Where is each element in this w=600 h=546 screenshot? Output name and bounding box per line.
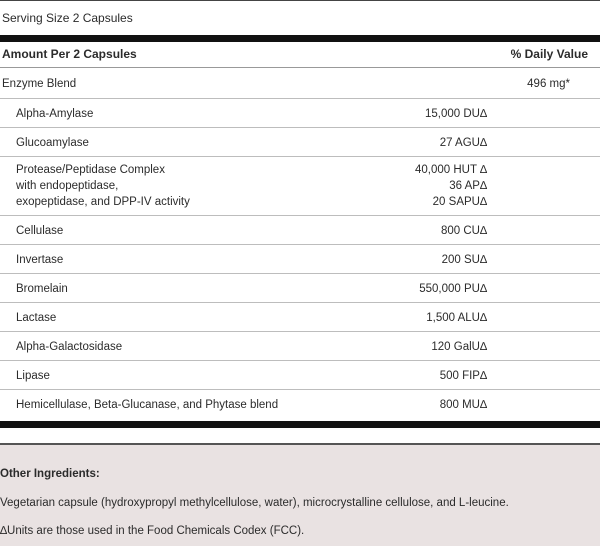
table-row [0,128,600,157]
ingredient-name: Alpha-Amylase [16,108,94,120]
ingredient-amount: 15,000 DU∆ [424,108,487,120]
ingredient-name: Hemicellulase, Beta-Glucanase, and Phytase blend [16,399,279,411]
ingredient-name [16,162,190,210]
ingredient-amount: 27 AGU∆ [439,137,487,149]
table-row [0,332,600,361]
ingredient-amount: 120 GalU∆ [431,341,487,353]
ingredient-amount-line: 36 AP∆ [449,180,487,192]
ingredient-amount: 550,000 PU∆ [419,283,487,295]
ingredient-name: Bromelain [16,283,68,295]
table-row [0,245,600,274]
table-row [0,303,600,332]
ingredient-amount [415,162,487,210]
other-ingredients-section [0,445,600,546]
table-row [0,157,600,216]
ingredient-amount: 800 CU∆ [440,225,487,237]
ingredient-name-line: exopeptidase, and DPP-IV activity [16,196,190,208]
ingredient-name: Invertase [16,254,64,266]
other-ingredients-text: Vegetarian capsule (hydroxypropyl methylcellulose, water), microcrystalline cellulose, and L-leucine. [0,497,509,509]
table-row [0,99,600,128]
other-ingredients-title: Other Ingredients: [0,468,100,480]
ingredient-name: Glucoamylase [16,137,89,149]
ingredient-amount: 800 MU∆ [439,399,487,411]
ingredient-name: Alpha-Galactosidase [16,341,123,353]
enzyme-blend-row [0,68,600,99]
ingredient-amount: 500 FIP∆ [439,370,487,382]
ingredient-name-line: Protease/Peptidase Complex [16,164,165,176]
ingredient-amount: 200 SU∆ [441,254,487,266]
table-row [0,274,600,303]
ingredient-amount: 1,500 ALU∆ [426,312,487,324]
thick-divider-bottom [0,421,600,428]
daily-value-header: % Daily Value [510,47,588,61]
ingredient-name-line: with endopeptidase, [16,180,119,192]
blend-name: Enzyme Blend [2,78,77,90]
amount-per-serving-header: Amount Per 2 Capsules [2,47,137,61]
table-row [0,216,600,245]
serving-size: Serving Size 2 Capsules [0,0,600,35]
ingredient-name: Lipase [16,370,50,382]
units-footnote: ∆Units are those used in the Food Chemicals Codex (FCC). [0,525,305,537]
ingredient-amount-line: 40,000 HUT ∆ [414,164,487,176]
column-header-row [0,42,600,68]
thick-divider-top [0,35,600,42]
blend-amount: 496 mg* [527,78,570,90]
ingredient-name: Cellulase [16,225,64,237]
table-row [0,361,600,390]
ingredient-amount-line: 20 SAPU∆ [432,196,487,208]
table-row [0,390,600,421]
ingredient-name: Lactase [16,312,57,324]
